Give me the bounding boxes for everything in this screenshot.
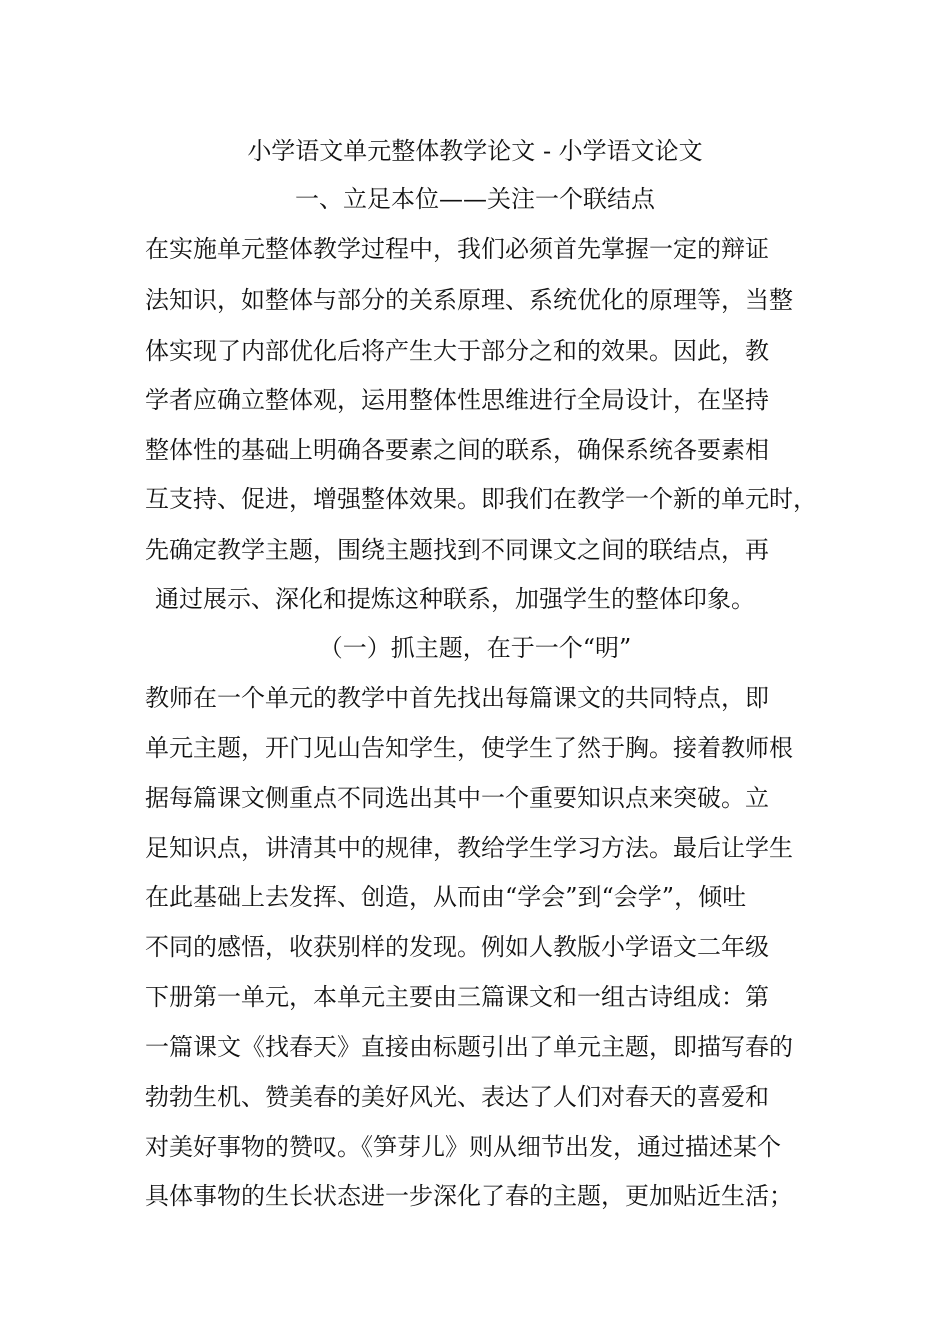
paragraph-line: 先确定教学主题，围绕主题找到不同课文之间的联结点，再 xyxy=(145,536,769,564)
paragraph-line: 体实现了内部优化后将产生大于部分之和的效果。因此，教 xyxy=(145,337,769,365)
paragraph-line: 一篇课文《找春天》直接由标题引出了单元主题，即描写春的 xyxy=(145,1033,793,1061)
paragraph-line: 下册第一单元，本单元主要由三篇课文和一组古诗组成：第 xyxy=(145,983,769,1011)
paragraph-line: 通过展示、深化和提炼这种联系，加强学生的整体印象。 xyxy=(155,585,755,613)
paragraph-line: 据每篇课文侧重点不同选出其中一个重要知识点来突破。立 xyxy=(145,784,769,812)
paragraph-line: 在此基础上去发挥、创造，从而由“学会”到“会学”，倾吐 xyxy=(145,883,747,911)
subsection-heading: （一）抓主题，在于一个“明” xyxy=(318,634,632,662)
paragraph-line: 学者应确立整体观，运用整体性思维进行全局设计，在坚持 xyxy=(145,386,769,414)
paragraph-line: 勃勃生机、赞美春的美好风光、表达了人们对春天的喜爱和 xyxy=(145,1083,769,1111)
section-heading: 一、立足本位——关注一个联结点 xyxy=(295,185,655,213)
paragraph-line: 单元主题，开门见山告知学生，使学生了然于胸。接着教师根 xyxy=(145,734,793,762)
paragraph-line: 不同的感悟，收获别样的发现。例如人教版小学语文二年级 xyxy=(145,933,769,961)
paragraph-line: 教师在一个单元的教学中首先找出每篇课文的共同特点，即 xyxy=(145,684,769,712)
paragraph-line: 互支持、促进，增强整体效果。即我们在教学一个新的单元时， xyxy=(145,485,817,513)
paragraph-line: 法知识，如整体与部分的关系原理、系统优化的原理等，当整 xyxy=(145,286,793,314)
paragraph-line: 对美好事物的赞叹。《笋芽儿》则从细节出发，通过描述某个 xyxy=(145,1133,781,1161)
paragraph-line: 具体事物的生长状态进一步深化了春的主题，更加贴近生活； xyxy=(145,1182,793,1210)
paragraph-line: 在实施单元整体教学过程中，我们必须首先掌握一定的辩证 xyxy=(145,235,769,263)
document-title: 小学语文单元整体教学论文 - 小学语文论文 xyxy=(247,137,703,165)
paragraph-line: 整体性的基础上明确各要素之间的联系，确保系统各要素相 xyxy=(145,436,769,464)
paragraph-line: 足知识点，讲清其中的规律，教给学生学习方法。最后让学生 xyxy=(145,834,793,862)
